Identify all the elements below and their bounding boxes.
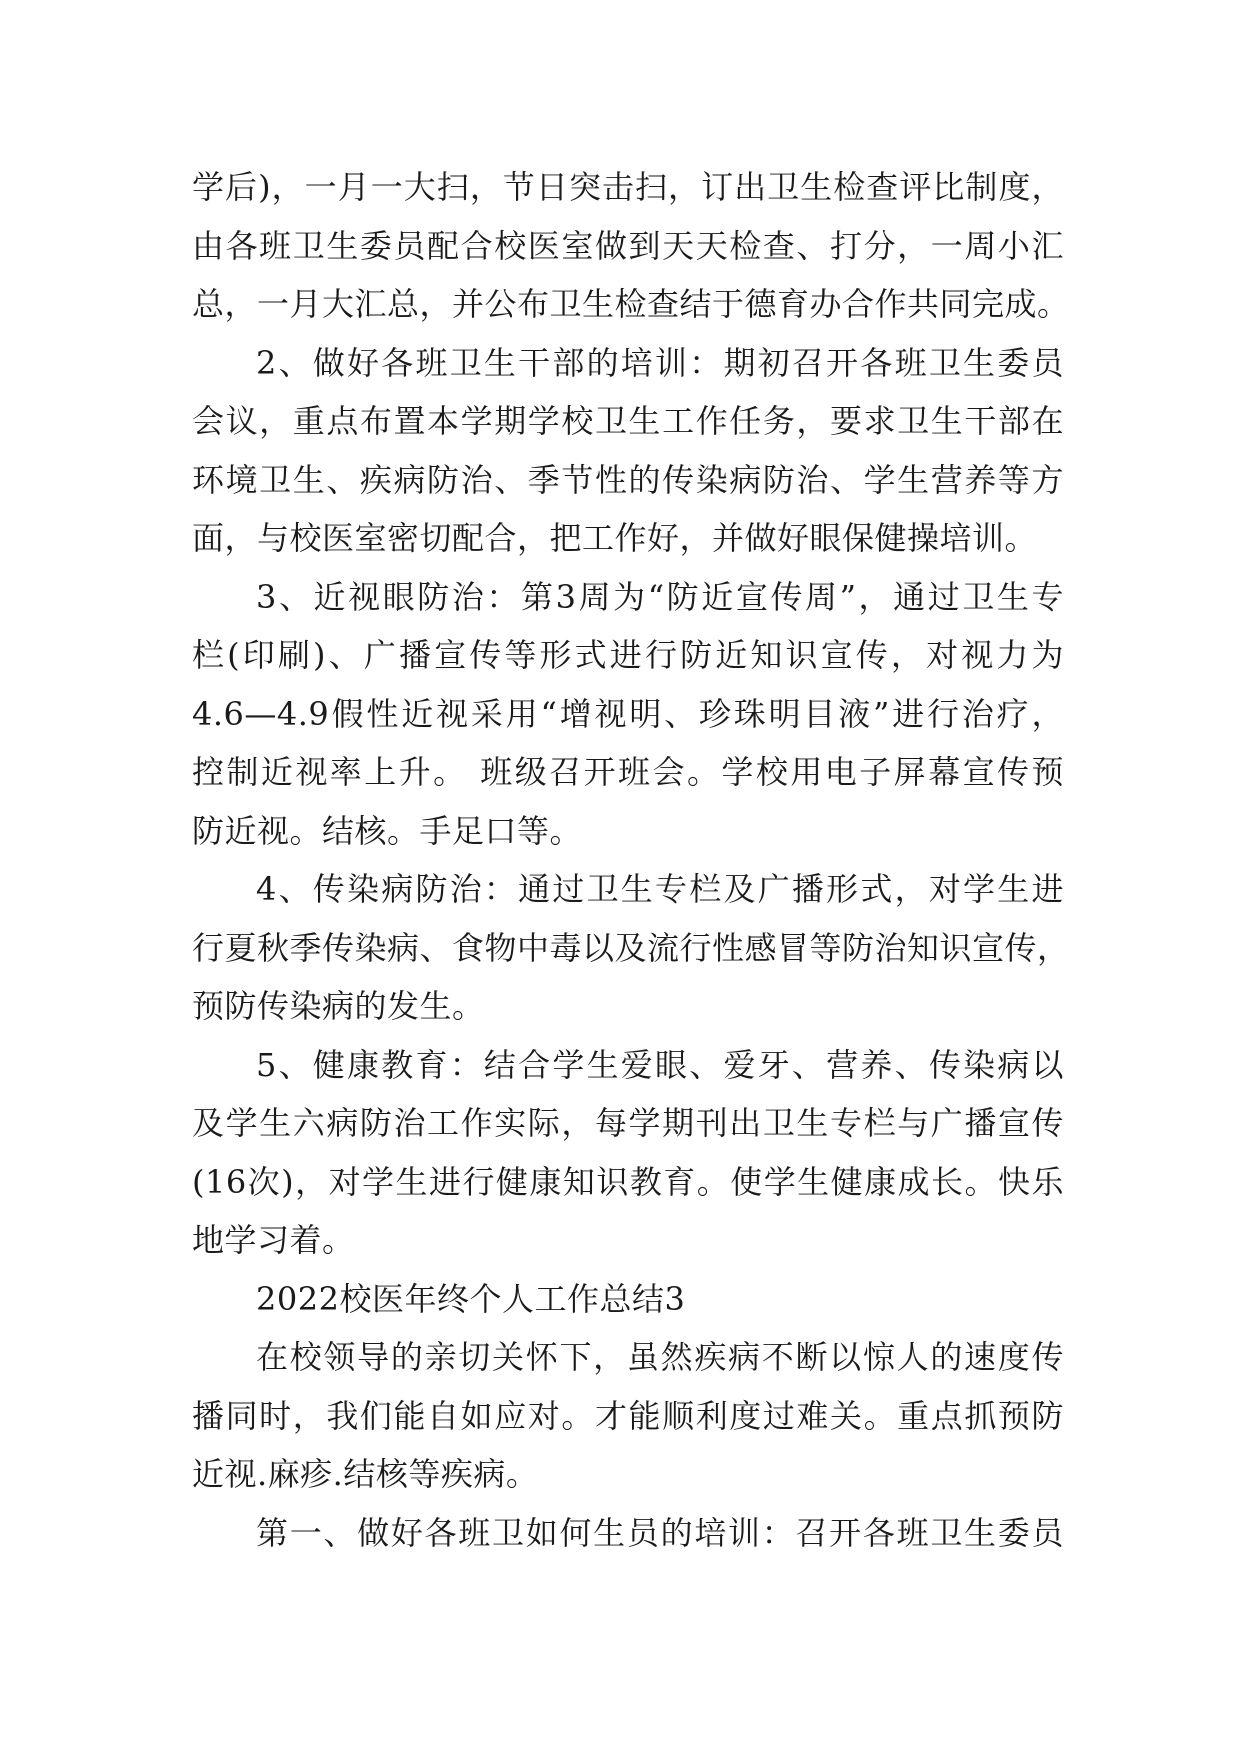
text-line: 预防传染病的发生。 [192, 987, 485, 1025]
text-line: 近视.麻疹.结核等疾病。 [192, 1455, 539, 1493]
text-line: 由各班卫生委员配合校医室做到天天检查、打分，一周小汇 [192, 226, 1064, 265]
text-line: (16次)，对学生进行健康知识教育。使学生健康成长。快乐 [192, 1162, 1064, 1201]
text-line: 面，与校医室密切配合，把工作好，并做好眼保健操培训。 [192, 519, 1038, 557]
paragraph-start-line: 3、近视眼防治：第3周为“防近宣传周”，通过卫生专 [256, 577, 1064, 616]
text-line: 会议，重点布置本学期学校卫生工作任务，要求卫生干部在 [192, 402, 1064, 440]
document-body [192, 158, 1070, 1562]
text-line: 地学习着。 [192, 1221, 355, 1259]
text-line: 防近视。结核。手足口等。 [192, 811, 583, 850]
paragraph-start-line: 2、做好各班卫生干部的培训：期初召开各班卫生委员 [256, 343, 1064, 382]
paragraph-start-line: 在校领导的亲切关怀下，虽然疾病不断以惊人的速度传 [256, 1338, 1064, 1376]
text-line: 行夏秋季传染病、食物中毒以及流行性感冒等防治知识宣传， [192, 928, 1070, 967]
paragraph-start-line: 第一、做好各班卫如何生员的培训：召开各班卫生委员 [256, 1513, 1064, 1552]
text-line: 4.6—4.9假性近视采用“增视明、珍珠明目液”进行治疗， [192, 694, 1064, 733]
text-line: 播同时，我们能自如应对。才能顺利度过难关。重点抓预防 [192, 1396, 1064, 1435]
text-line: 学后)，一月一大扫，节日突击扫，订出卫生检查评比制度， [192, 168, 1064, 206]
text-line: 及学生六病防治工作实际，每学期刊出卫生专栏与广播宣传 [192, 1104, 1064, 1142]
text-line: 总，一月大汇总，并公布卫生检查结于德育办合作共同完成。 [192, 285, 1070, 323]
section-heading: 2022校医年终个人工作总结3 [256, 1279, 686, 1318]
text-line: 栏(印刷)、广播宣传等形式进行防近知识宣传，对视力为 [192, 636, 1064, 674]
paragraph-start-line: 5、健康教育：结合学生爱眼、爱牙、营养、传染病以 [256, 1045, 1064, 1084]
paragraph-start-line: 4、传染病防治：通过卫生专栏及广播形式，对学生进 [256, 870, 1064, 908]
text-line: 控制近视率上升。 班级召开班会。学校用电子屏幕宣传预 [192, 753, 1064, 791]
text-line: 环境卫生、疾病防治、季节性的传染病防治、学生营养等方 [192, 460, 1064, 499]
